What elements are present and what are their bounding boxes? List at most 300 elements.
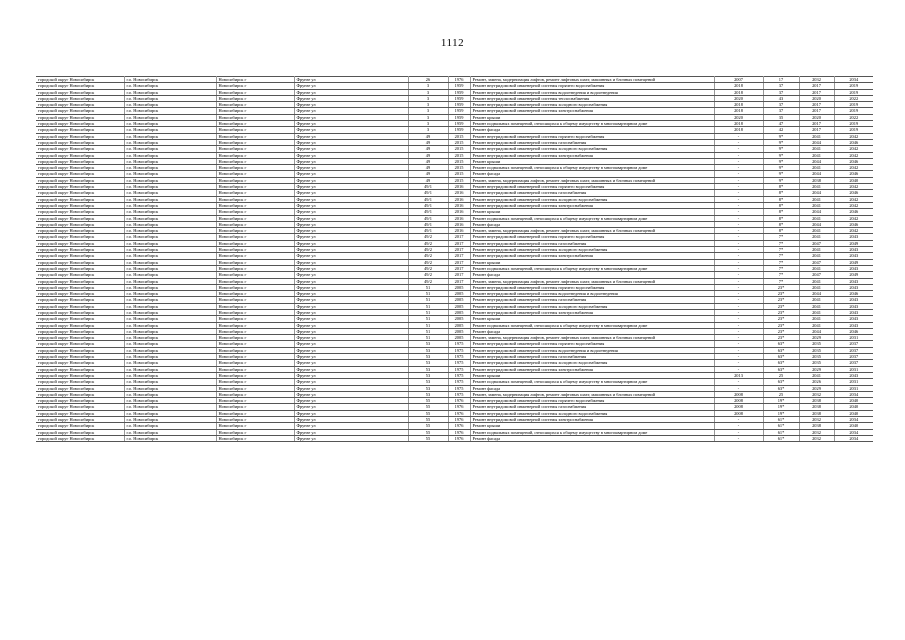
city-cell: Новосибирск г [216, 209, 294, 215]
house-number-cell: 55 [408, 429, 448, 435]
construction-year-cell: 2015 [448, 171, 470, 177]
wear-percent-cell: 25 [763, 391, 799, 397]
settlement-cell: г.о. Новосибирск [124, 139, 216, 145]
street-cell: Фрунзе ул [294, 391, 408, 397]
planned-start-year-cell: 2032 [799, 435, 834, 441]
construction-year-cell: 2015 [448, 165, 470, 171]
house-number-cell: 3 [408, 121, 448, 127]
settlement-cell: г.о. Новосибирск [124, 398, 216, 404]
work-type-cell: Ремонт внутридомовой инженерной системы горячего водоснабжения [470, 133, 714, 139]
planned-start-year-cell: 2032 [799, 77, 834, 83]
construction-year-cell: 2017 [448, 234, 470, 240]
planned-start-year-cell: 2017 [799, 121, 834, 127]
house-number-cell: 3 [408, 108, 448, 114]
street-cell: Фрунзе ул [294, 423, 408, 429]
settlement-cell: г.о. Новосибирск [124, 328, 216, 334]
planned-start-year-cell: 2017 [799, 83, 834, 89]
planned-end-year-cell: 2049 [834, 259, 873, 265]
work-type-cell: Ремонт фасада [470, 221, 714, 227]
planned-start-year-cell: 2041 [799, 152, 834, 158]
construction-year-cell: 2005 [448, 322, 470, 328]
street-cell: Фрунзе ул [294, 309, 408, 315]
planned-start-year-cell: 2020 [799, 95, 834, 101]
street-cell: Фрунзе ул [294, 341, 408, 347]
wear-percent-cell: 23* [763, 297, 799, 303]
settlement-cell: г.о. Новосибирск [124, 89, 216, 95]
settlement-cell: г.о. Новосибирск [124, 322, 216, 328]
house-number-cell: 51 [408, 328, 448, 334]
last-repair-year-cell: 2018 [714, 108, 763, 114]
planned-end-year-cell: 2042 [834, 202, 873, 208]
planned-start-year-cell: 2041 [799, 372, 834, 378]
planned-end-year-cell: 2043 [834, 265, 873, 271]
district-cell: городской округ Новосибирск [36, 247, 124, 253]
district-cell: городской округ Новосибирск [36, 278, 124, 284]
work-type-cell: Ремонт внутридомовой инженерной системы холодного водоснабжения [470, 247, 714, 253]
street-cell: Фрунзе ул [294, 133, 408, 139]
house-number-cell: 3 [408, 95, 448, 101]
planned-end-year-cell: 2042 [834, 152, 873, 158]
planned-start-year-cell: 2041 [799, 297, 834, 303]
district-cell: городской округ Новосибирск [36, 398, 124, 404]
planned-start-year-cell: 2041 [799, 247, 834, 253]
house-number-cell: 49 [408, 165, 448, 171]
repair-schedule-table-container [36, 76, 873, 442]
planned-start-year-cell: 2041 [799, 303, 834, 309]
last-repair-year-cell: 2018 [714, 121, 763, 127]
construction-year-cell: 2017 [448, 253, 470, 259]
planned-start-year-cell: 2041 [799, 184, 834, 190]
work-type-cell: Ремонт внутридомовой инженерной системы горячего водоснабжения [470, 398, 714, 404]
construction-year-cell: 2017 [448, 240, 470, 246]
planned-start-year-cell: 2026 [799, 379, 834, 385]
last-repair-year-cell: - [714, 291, 763, 297]
city-cell: Новосибирск г [216, 398, 294, 404]
district-cell: городской округ Новосибирск [36, 228, 124, 234]
street-cell: Фрунзе ул [294, 95, 408, 101]
planned-start-year-cell: 2041 [799, 278, 834, 284]
work-type-cell: Ремонт, замена, модернизация лифтов, ремонт лифтовых шахт, машинных и блочных помещений [470, 278, 714, 284]
last-repair-year-cell: 2020 [714, 114, 763, 120]
table-row [36, 435, 873, 441]
settlement-cell: г.о. Новосибирск [124, 265, 216, 271]
wear-percent-cell: 7* [763, 278, 799, 284]
wear-percent-cell: 8* [763, 209, 799, 215]
last-repair-year-cell: - [714, 165, 763, 171]
planned-end-year-cell: 2043 [834, 247, 873, 253]
planned-end-year-cell: 2037 [834, 347, 873, 353]
settlement-cell: г.о. Новосибирск [124, 366, 216, 372]
street-cell: Фрунзе ул [294, 89, 408, 95]
district-cell: городской округ Новосибирск [36, 379, 124, 385]
planned-start-year-cell: 2041 [799, 202, 834, 208]
city-cell: Новосибирск г [216, 272, 294, 278]
house-number-cell: 49/2 [408, 240, 448, 246]
work-type-cell: Ремонт внутридомовой инженерной системы горячего водоснабжения [470, 234, 714, 240]
street-cell: Фрунзе ул [294, 404, 408, 410]
city-cell: Новосибирск г [216, 152, 294, 158]
city-cell: Новосибирск г [216, 95, 294, 101]
settlement-cell: г.о. Новосибирск [124, 316, 216, 322]
planned-start-year-cell: 2035 [799, 341, 834, 347]
last-repair-year-cell: - [714, 171, 763, 177]
last-repair-year-cell: - [714, 328, 763, 334]
settlement-cell: г.о. Новосибирск [124, 83, 216, 89]
house-number-cell: 49 [408, 139, 448, 145]
street-cell: Фрунзе ул [294, 435, 408, 441]
planned-end-year-cell: 2046 [834, 221, 873, 227]
planned-start-year-cell: 2041 [799, 316, 834, 322]
settlement-cell: г.о. Новосибирск [124, 152, 216, 158]
work-type-cell: Ремонт внутридомовой инженерной системы газоснабжения [470, 240, 714, 246]
last-repair-year-cell: - [714, 133, 763, 139]
last-repair-year-cell: - [714, 354, 763, 360]
city-cell: Новосибирск г [216, 234, 294, 240]
house-number-cell: 49/2 [408, 278, 448, 284]
city-cell: Новосибирск г [216, 347, 294, 353]
street-cell: Фрунзе ул [294, 202, 408, 208]
wear-percent-cell: 63* [763, 360, 799, 366]
planned-end-year-cell: 2043 [834, 278, 873, 284]
planned-end-year-cell: 2043 [834, 316, 873, 322]
street-cell: Фрунзе ул [294, 398, 408, 404]
last-repair-year-cell: - [714, 347, 763, 353]
settlement-cell: г.о. Новосибирск [124, 372, 216, 378]
planned-start-year-cell: 2044 [799, 221, 834, 227]
city-cell: Новосибирск г [216, 139, 294, 145]
wear-percent-cell: 9* [763, 133, 799, 139]
planned-end-year-cell: 2046 [834, 291, 873, 297]
construction-year-cell: 1959 [448, 114, 470, 120]
house-number-cell: 49/2 [408, 247, 448, 253]
settlement-cell: г.о. Новосибирск [124, 240, 216, 246]
street-cell: Фрунзе ул [294, 158, 408, 164]
last-repair-year-cell: - [714, 259, 763, 265]
wear-percent-cell: 8* [763, 215, 799, 221]
street-cell: Фрунзе ул [294, 146, 408, 152]
house-number-cell: 55 [408, 404, 448, 410]
planned-end-year-cell: 2043 [834, 253, 873, 259]
work-type-cell: Ремонт внутридомовой инженерной системы электроснабжения [470, 152, 714, 158]
house-number-cell: 51 [408, 335, 448, 341]
planned-end-year-cell: 2034 [834, 435, 873, 441]
wear-percent-cell: 23* [763, 316, 799, 322]
work-type-cell: Ремонт внутридомовой инженерной системы электроснабжения [470, 202, 714, 208]
work-type-cell: Ремонт подвальных помещений, относящихся к общему имуществу в многоквартирном доме [470, 322, 714, 328]
wear-percent-cell: 25 [763, 372, 799, 378]
district-cell: городской округ Новосибирск [36, 316, 124, 322]
settlement-cell: г.о. Новосибирск [124, 347, 216, 353]
street-cell: Фрунзе ул [294, 171, 408, 177]
last-repair-year-cell: - [714, 335, 763, 341]
settlement-cell: г.о. Новосибирск [124, 291, 216, 297]
street-cell: Фрунзе ул [294, 335, 408, 341]
settlement-cell: г.о. Новосибирск [124, 297, 216, 303]
planned-start-year-cell: 2044 [799, 171, 834, 177]
house-number-cell: 3 [408, 89, 448, 95]
work-type-cell: Ремонт, замена, модернизация лифтов, ремонт лифтовых шахт, машинных и блочных помещений [470, 177, 714, 183]
planned-end-year-cell: 2043 [834, 322, 873, 328]
repair-schedule-table [36, 76, 873, 442]
planned-start-year-cell: 2041 [799, 228, 834, 234]
wear-percent-cell: 9* [763, 165, 799, 171]
construction-year-cell: 1975 [448, 372, 470, 378]
district-cell: городской округ Новосибирск [36, 328, 124, 334]
district-cell: городской округ Новосибирск [36, 240, 124, 246]
district-cell: городской округ Новосибирск [36, 417, 124, 423]
house-number-cell: 53 [408, 347, 448, 353]
wear-percent-cell: 19* [763, 404, 799, 410]
house-number-cell: 49/1 [408, 228, 448, 234]
street-cell: Фрунзе ул [294, 184, 408, 190]
district-cell: городской округ Новосибирск [36, 127, 124, 133]
planned-end-year-cell: 2043 [834, 372, 873, 378]
house-number-cell: 51 [408, 284, 448, 290]
city-cell: Новосибирск г [216, 429, 294, 435]
settlement-cell: г.о. Новосибирск [124, 209, 216, 215]
work-type-cell: Ремонт фасада [470, 435, 714, 441]
settlement-cell: г.о. Новосибирск [124, 379, 216, 385]
last-repair-year-cell: - [714, 429, 763, 435]
work-type-cell: Ремонт внутридомовой инженерной системы газоснабжения [470, 297, 714, 303]
construction-year-cell: 2015 [448, 146, 470, 152]
city-cell: Новосибирск г [216, 127, 294, 133]
city-cell: Новосибирск г [216, 366, 294, 372]
city-cell: Новосибирск г [216, 309, 294, 315]
planned-start-year-cell: 2035 [799, 360, 834, 366]
work-type-cell: Ремонт подвальных помещений, относящихся к общему имуществу в многоквартирном доме [470, 265, 714, 271]
last-repair-year-cell: 2008 [714, 398, 763, 404]
settlement-cell: г.о. Новосибирск [124, 391, 216, 397]
work-type-cell: Ремонт, замена, модернизация лифтов, ремонт лифтовых шахт, машинных и блочных помещений [470, 391, 714, 397]
house-number-cell: 49/1 [408, 221, 448, 227]
house-number-cell: 51 [408, 322, 448, 328]
settlement-cell: г.о. Новосибирск [124, 133, 216, 139]
planned-end-year-cell: 2037 [834, 354, 873, 360]
wear-percent-cell: 8* [763, 202, 799, 208]
house-number-cell: 3 [408, 114, 448, 120]
house-number-cell: 49 [408, 177, 448, 183]
settlement-cell: г.о. Новосибирск [124, 341, 216, 347]
last-repair-year-cell: - [714, 240, 763, 246]
last-repair-year-cell: - [714, 265, 763, 271]
wear-percent-cell: 8* [763, 196, 799, 202]
construction-year-cell: 2015 [448, 177, 470, 183]
construction-year-cell: 2016 [448, 209, 470, 215]
wear-percent-cell: 7* [763, 265, 799, 271]
settlement-cell: г.о. Новосибирск [124, 190, 216, 196]
planned-end-year-cell: 2046 [834, 328, 873, 334]
work-type-cell: Ремонт, замена, модернизация лифтов, ремонт лифтовых шахт, машинных и блочных помещений [470, 335, 714, 341]
last-repair-year-cell: - [714, 158, 763, 164]
planned-start-year-cell: 2035 [799, 347, 834, 353]
wear-percent-cell: 63* [763, 341, 799, 347]
planned-end-year-cell: 2019 [834, 121, 873, 127]
work-type-cell: Ремонт крыши [470, 209, 714, 215]
work-type-cell: Ремонт внутридомовой инженерной системы горячего водоснабжения [470, 284, 714, 290]
wear-percent-cell: 8* [763, 184, 799, 190]
planned-end-year-cell: 2037 [834, 360, 873, 366]
construction-year-cell: 1959 [448, 83, 470, 89]
street-cell: Фрунзе ул [294, 265, 408, 271]
planned-end-year-cell: 2019 [834, 108, 873, 114]
construction-year-cell: 1976 [448, 410, 470, 416]
street-cell: Фрунзе ул [294, 215, 408, 221]
street-cell: Фрунзе ул [294, 177, 408, 183]
wear-percent-cell: 7* [763, 259, 799, 265]
district-cell: городской округ Новосибирск [36, 272, 124, 278]
last-repair-year-cell: 2007 [714, 77, 763, 83]
planned-start-year-cell: 2044 [799, 328, 834, 334]
planned-start-year-cell: 2041 [799, 165, 834, 171]
planned-start-year-cell: 2017 [799, 89, 834, 95]
district-cell: городской округ Новосибирск [36, 303, 124, 309]
settlement-cell: г.о. Новосибирск [124, 417, 216, 423]
planned-end-year-cell: 2019 [834, 102, 873, 108]
wear-percent-cell: 37 [763, 83, 799, 89]
wear-percent-cell: 23* [763, 303, 799, 309]
wear-percent-cell: 9* [763, 152, 799, 158]
work-type-cell: Ремонт внутридомовой инженерной системы водоотведения и водоотведения [470, 347, 714, 353]
house-number-cell: 49 [408, 133, 448, 139]
district-cell: городской округ Новосибирск [36, 284, 124, 290]
planned-start-year-cell: 2035 [799, 354, 834, 360]
work-type-cell: Ремонт внутридомовой инженерной системы газоснабжения [470, 139, 714, 145]
planned-end-year-cell: 2042 [834, 196, 873, 202]
work-type-cell: Ремонт фасада [470, 328, 714, 334]
planned-end-year-cell: 2049 [834, 272, 873, 278]
planned-start-year-cell: 2044 [799, 190, 834, 196]
street-cell: Фрунзе ул [294, 385, 408, 391]
planned-end-year-cell: 2034 [834, 417, 873, 423]
city-cell: Новосибирск г [216, 184, 294, 190]
wear-percent-cell: 47 [763, 121, 799, 127]
house-number-cell: 49/1 [408, 184, 448, 190]
house-number-cell: 53 [408, 366, 448, 372]
planned-end-year-cell: 2043 [834, 309, 873, 315]
planned-end-year-cell: 2034 [834, 429, 873, 435]
construction-year-cell: 1976 [448, 77, 470, 83]
city-cell: Новосибирск г [216, 83, 294, 89]
construction-year-cell: 2005 [448, 303, 470, 309]
construction-year-cell: 1975 [448, 385, 470, 391]
construction-year-cell: 1959 [448, 127, 470, 133]
house-number-cell: 53 [408, 372, 448, 378]
planned-start-year-cell: 2044 [799, 158, 834, 164]
street-cell: Фрунзе ул [294, 316, 408, 322]
planned-start-year-cell: 2017 [799, 127, 834, 133]
planned-end-year-cell: 2022 [834, 114, 873, 120]
settlement-cell: г.о. Новосибирск [124, 114, 216, 120]
city-cell: Новосибирск г [216, 121, 294, 127]
district-cell: городской округ Новосибирск [36, 259, 124, 265]
planned-start-year-cell: 2041 [799, 146, 834, 152]
district-cell: городской округ Новосибирск [36, 335, 124, 341]
district-cell: городской округ Новосибирск [36, 83, 124, 89]
work-type-cell: Ремонт крыши [470, 114, 714, 120]
district-cell: городской округ Новосибирск [36, 372, 124, 378]
street-cell: Фрунзе ул [294, 77, 408, 83]
settlement-cell: г.о. Новосибирск [124, 423, 216, 429]
settlement-cell: г.о. Новосибирск [124, 247, 216, 253]
last-repair-year-cell: - [714, 303, 763, 309]
wear-percent-cell: 8* [763, 228, 799, 234]
construction-year-cell: 2005 [448, 297, 470, 303]
house-number-cell: 55 [408, 423, 448, 429]
planned-start-year-cell: 2038 [799, 410, 834, 416]
construction-year-cell: 2017 [448, 247, 470, 253]
district-cell: городской округ Новосибирск [36, 215, 124, 221]
house-number-cell: 53 [408, 391, 448, 397]
street-cell: Фрунзе ул [294, 259, 408, 265]
city-cell: Новосибирск г [216, 354, 294, 360]
settlement-cell: г.о. Новосибирск [124, 272, 216, 278]
house-number-cell: 49 [408, 152, 448, 158]
construction-year-cell: 1959 [448, 89, 470, 95]
last-repair-year-cell: - [714, 360, 763, 366]
house-number-cell: 49/2 [408, 259, 448, 265]
settlement-cell: г.о. Новосибирск [124, 435, 216, 441]
work-type-cell: Ремонт крыши [470, 372, 714, 378]
last-repair-year-cell: - [714, 284, 763, 290]
district-cell: городской округ Новосибирск [36, 171, 124, 177]
work-type-cell: Ремонт внутридомовой инженерной системы водоотведения и водоотведения [470, 89, 714, 95]
work-type-cell: Ремонт внутридомовой инженерной системы горячего водоснабжения [470, 341, 714, 347]
house-number-cell: 55 [408, 435, 448, 441]
planned-start-year-cell: 2041 [799, 309, 834, 315]
city-cell: Новосибирск г [216, 410, 294, 416]
house-number-cell: 51 [408, 316, 448, 322]
planned-start-year-cell: 2044 [799, 139, 834, 145]
planned-start-year-cell: 2032 [799, 391, 834, 397]
last-repair-year-cell: - [714, 417, 763, 423]
street-cell: Фрунзе ул [294, 328, 408, 334]
planned-end-year-cell: 2042 [834, 146, 873, 152]
planned-end-year-cell: 2043 [834, 303, 873, 309]
house-number-cell: 49/2 [408, 234, 448, 240]
house-number-cell: 49/1 [408, 209, 448, 215]
planned-end-year-cell: 2040 [834, 404, 873, 410]
district-cell: городской округ Новосибирск [36, 77, 124, 83]
planned-start-year-cell: 2047 [799, 272, 834, 278]
planned-start-year-cell: 2041 [799, 133, 834, 139]
city-cell: Новосибирск г [216, 108, 294, 114]
wear-percent-cell: 23* [763, 309, 799, 315]
district-cell: городской округ Новосибирск [36, 309, 124, 315]
construction-year-cell: 2016 [448, 228, 470, 234]
planned-start-year-cell: 2029 [799, 385, 834, 391]
house-number-cell: 49/2 [408, 265, 448, 271]
city-cell: Новосибирск г [216, 215, 294, 221]
district-cell: городской округ Новосибирск [36, 190, 124, 196]
planned-end-year-cell: 2019 [834, 83, 873, 89]
construction-year-cell: 1976 [448, 435, 470, 441]
construction-year-cell: 2015 [448, 133, 470, 139]
district-cell: городской округ Новосибирск [36, 196, 124, 202]
settlement-cell: г.о. Новосибирск [124, 404, 216, 410]
district-cell: городской округ Новосибирск [36, 121, 124, 127]
street-cell: Фрунзе ул [294, 322, 408, 328]
district-cell: городской округ Новосибирск [36, 366, 124, 372]
district-cell: городской округ Новосибирск [36, 158, 124, 164]
wear-percent-cell: 17 [763, 77, 799, 83]
settlement-cell: г.о. Новосибирск [124, 77, 216, 83]
settlement-cell: г.о. Новосибирск [124, 253, 216, 259]
wear-percent-cell: 9* [763, 146, 799, 152]
work-type-cell: Ремонт крыши [470, 316, 714, 322]
street-cell: Фрунзе ул [294, 347, 408, 353]
street-cell: Фрунзе ул [294, 127, 408, 133]
